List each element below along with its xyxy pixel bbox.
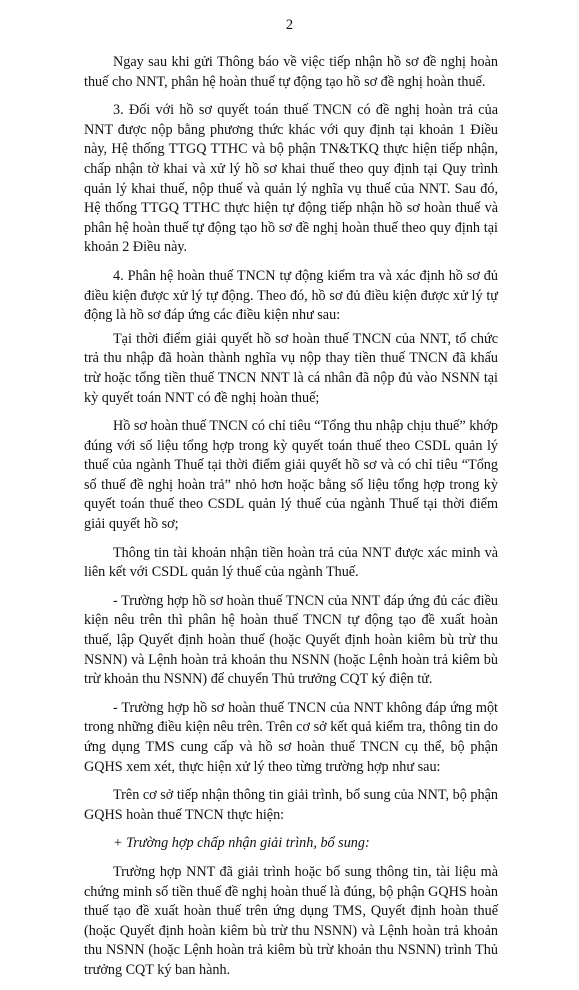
- paragraph: Trên cơ sở tiếp nhận thông tin giải trình, bổ sung của NNT, bộ phận GQHS hoàn thuế TNCN thực hiện:: [84, 787, 498, 823]
- paragraph: Tại thời điểm giải quyết hồ sơ hoàn thuế TNCN của NNT, tổ chức trả thu nhập đã hoàn thành nghĩa vụ nộp thay tiền thuế TNCN đã khấu trừ hoặc tổng tiền thuế TNCN NNT là cá nhân đã nộp đủ vào NSNN tại kỳ quyết toán NNT có đề nghị hoàn thuế;: [84, 330, 498, 406]
- paragraph: 3. Đối với hồ sơ quyết toán thuế TNCN có đề nghị hoàn trả của NNT được nộp bằng phương thức khác với quy định tại khoản 1 Điều này, Hệ thống TTGQ TTHC và bộ phận TN&TKQ thực hiện tiếp nhận, chấp nhận tờ khai và xử lý hồ sơ khai thuế theo quy định tại Quy trình quản lý khai thuế, nộp thuế và quản lý nghĩa vụ thuế của NNT. Sau đó, Hệ thống TTGQ TTHC thực hiện tự động tiếp nhận hồ sơ hoàn thuế và phân hệ hoàn thuế tự động tạo hồ sơ đề nghị hoàn thuế theo quy định tại khoản 2 Điều này.: [84, 102, 498, 256]
- document-body: [84, 53, 498, 990]
- paragraph: Thông tin tài khoản nhận tiền hoàn trả của NNT được xác minh và liên kết với CSDL quản lý thuế của ngành Thuế.: [84, 544, 498, 581]
- paragraph-italic-heading: + Trường hợp chấp nhận giải trình, bổ sung:: [113, 835, 370, 852]
- page-number: 2: [285, 17, 294, 33]
- paragraph: Trường hợp NNT đã giải trình hoặc bổ sung thông tin, tài liệu mà chứng minh số tiền thuế đề nghị hoàn thuế là đúng, bộ phận GQHS hoàn thuế tạo đề xuất hoàn thuế trên ứng dụng TMS, Quyết định hoàn thuế (hoặc Quyết định hoàn kiêm bù trừ thu NSNN) và Lệnh hoàn trả khoản thu NSNN (hoặc Lệnh hoàn trả kiêm bù trừ khoản thu NSNN) trình Thủ trưởng CQT ký ban hành.: [84, 863, 498, 978]
- paragraph: - Trường hợp hồ sơ hoàn thuế TNCN của NNT không đáp ứng một trong những điều kiện nêu trên. Trên cơ sở kết quả kiểm tra, thông tin do ứng dụng TMS cung cấp và hồ sơ hoàn thuế TNCN cụ thể, bộ phận GQHS xem xét, thực hiện xử lý theo từng trường hợp như sau:: [84, 699, 498, 775]
- paragraph: 4. Phân hệ hoàn thuế TNCN tự động kiểm tra và xác định hồ sơ đủ điều kiện được xử lý tự động. Theo đó, hồ sơ đủ điều kiện được xử lý tự động là hồ sơ đáp ứng các điều kiện như sau:: [84, 267, 498, 324]
- paragraph: Ngay sau khi gửi Thông báo về việc tiếp nhận hồ sơ đề nghị hoàn thuế cho NNT, phân hệ hoàn thuế tự động tạo hồ sơ đề nghị hoàn thuế.: [84, 54, 498, 90]
- paragraph: - Trường hợp hồ sơ hoàn thuế TNCN của NNT đáp ứng đủ các điều kiện nêu trên thì phân hệ hoàn thuế TNCN tự động tạo đề xuất hoàn thuế, lập Quyết định hoàn thuế (hoặc Quyết định hoàn kiêm bù trừ thu NSNN) và Lệnh hoàn trả khoản thu NSNN (hoặc Lệnh hoàn trả kiêm bù trừ khoản thu NSNN) để chuyển Thủ trưởng CQT ký điện tử.: [84, 592, 498, 688]
- paragraph: Hồ sơ hoàn thuế TNCN có chỉ tiêu “Tổng thu nhập chịu thuế” khớp đúng với số liệu tổng hợp trong kỳ quyết toán thuế theo CSDL quản lý thuế của ngành Thuế tại thời điểm giải quyết hồ sơ và có chỉ tiêu “Tổng số thuế đề nghị hoàn trả” nhỏ hơn hoặc bằng số liệu tổng hợp trong kỳ quyết toán thuế theo CSDL quản lý thuế của ngành Thuế tại thời điểm giải quyết hồ sơ;: [84, 418, 498, 533]
